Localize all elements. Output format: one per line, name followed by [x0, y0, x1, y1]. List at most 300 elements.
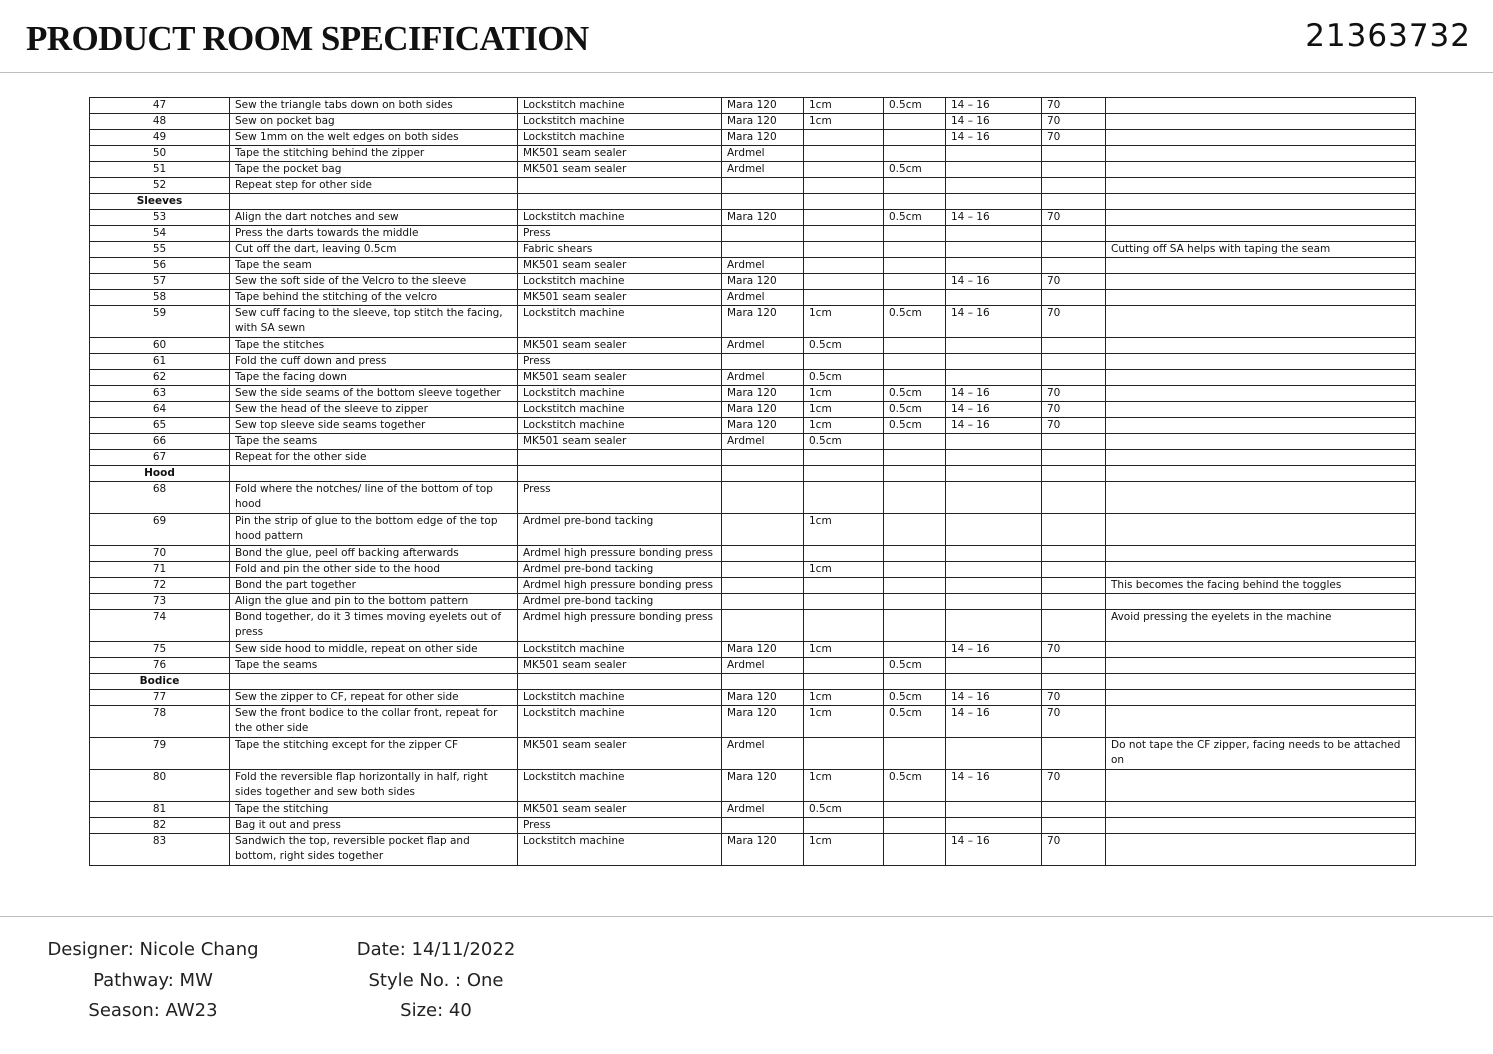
table-row	[90, 578, 1416, 594]
machine-cell: Press	[518, 226, 722, 242]
step-number-cell: 75	[90, 642, 230, 658]
stitch-width-cell	[884, 546, 946, 562]
machine-cell: MK501 seam sealer	[518, 738, 722, 770]
note-cell	[1106, 450, 1416, 466]
step-number-cell: 48	[90, 114, 230, 130]
section-label: Bodice	[90, 674, 230, 690]
seam-allowance-cell	[804, 210, 884, 226]
step-number-cell: 81	[90, 802, 230, 818]
size: Size: 40	[400, 1000, 472, 1021]
table-row	[90, 258, 1416, 274]
needle-size-cell: 14 – 16	[946, 834, 1042, 866]
thread-cell: Ardmel	[722, 146, 804, 162]
seam-allowance-cell	[804, 130, 884, 146]
operation-cell: Fold the cuff down and press	[230, 354, 518, 370]
seam-allowance-cell: 0.5cm	[804, 434, 884, 450]
stitch-count-cell: 70	[1042, 834, 1106, 866]
step-number-cell: 83	[90, 834, 230, 866]
thread-cell: Ardmel	[722, 258, 804, 274]
seam-allowance-cell: 1cm	[804, 514, 884, 546]
thread-cell: Ardmel	[722, 338, 804, 354]
stitch-width-cell	[884, 226, 946, 242]
stitch-count-cell	[1042, 546, 1106, 562]
empty-cell	[518, 674, 722, 690]
step-number-cell: 63	[90, 386, 230, 402]
seam-allowance-cell: 0.5cm	[804, 802, 884, 818]
document-number: 21363732	[1305, 18, 1471, 54]
section-row	[90, 466, 1416, 482]
step-number-cell: 72	[90, 578, 230, 594]
stitch-width-cell: 0.5cm	[884, 210, 946, 226]
needle-size-cell: 14 – 16	[946, 770, 1042, 802]
machine-cell: Lockstitch machine	[518, 418, 722, 434]
step-number-cell: 77	[90, 690, 230, 706]
needle-size-cell	[946, 258, 1042, 274]
stitch-count-cell	[1042, 370, 1106, 386]
note-cell	[1106, 834, 1416, 866]
step-number-cell: 58	[90, 290, 230, 306]
stitch-width-cell	[884, 802, 946, 818]
stitch-width-cell	[884, 146, 946, 162]
thread-cell: Mara 120	[722, 706, 804, 738]
machine-cell: Ardmel pre-bond tacking	[518, 514, 722, 546]
thread-cell	[722, 610, 804, 642]
stitch-count-cell: 70	[1042, 210, 1106, 226]
stitch-count-cell: 70	[1042, 130, 1106, 146]
note-cell	[1106, 226, 1416, 242]
step-number-cell: 71	[90, 562, 230, 578]
note-cell	[1106, 290, 1416, 306]
machine-cell: Lockstitch machine	[518, 114, 722, 130]
note-cell	[1106, 706, 1416, 738]
thread-cell: Mara 120	[722, 98, 804, 114]
note-cell: This becomes the facing behind the toggles	[1106, 578, 1416, 594]
stitch-count-cell	[1042, 738, 1106, 770]
seam-allowance-cell	[804, 146, 884, 162]
empty-cell	[722, 674, 804, 690]
note-cell	[1106, 514, 1416, 546]
table-row	[90, 642, 1416, 658]
seam-allowance-cell	[804, 594, 884, 610]
machine-cell: MK501 seam sealer	[518, 434, 722, 450]
machine-cell: Lockstitch machine	[518, 834, 722, 866]
stitch-width-cell	[884, 370, 946, 386]
operations-table-body	[90, 98, 1416, 866]
thread-cell	[722, 482, 804, 514]
step-number-cell: 65	[90, 418, 230, 434]
machine-cell: Lockstitch machine	[518, 386, 722, 402]
step-number-cell: 53	[90, 210, 230, 226]
operation-cell: Tape the facing down	[230, 370, 518, 386]
table-row	[90, 386, 1416, 402]
thread-cell	[722, 514, 804, 546]
operation-cell: Align the glue and pin to the bottom pattern	[230, 594, 518, 610]
stitch-width-cell	[884, 242, 946, 258]
note-cell: Cutting off SA helps with taping the seam	[1106, 242, 1416, 258]
needle-size-cell	[946, 562, 1042, 578]
needle-size-cell: 14 – 16	[946, 402, 1042, 418]
thread-cell: Ardmel	[722, 370, 804, 386]
needle-size-cell: 14 – 16	[946, 418, 1042, 434]
table-row	[90, 450, 1416, 466]
thread-cell: Mara 120	[722, 274, 804, 290]
needle-size-cell: 14 – 16	[946, 706, 1042, 738]
machine-cell: MK501 seam sealer	[518, 146, 722, 162]
machine-cell: Lockstitch machine	[518, 402, 722, 418]
stitch-width-cell	[884, 178, 946, 194]
operation-cell: Sew cuff facing to the sleeve, top stitch the facing, with SA sewn	[230, 306, 518, 338]
note-cell	[1106, 354, 1416, 370]
section-label: Sleeves	[90, 194, 230, 210]
machine-cell: Lockstitch machine	[518, 274, 722, 290]
table-row	[90, 354, 1416, 370]
note-cell	[1106, 274, 1416, 290]
table-row	[90, 402, 1416, 418]
stitch-count-cell	[1042, 514, 1106, 546]
needle-size-cell	[946, 370, 1042, 386]
step-number-cell: 76	[90, 658, 230, 674]
operation-cell: Press the darts towards the middle	[230, 226, 518, 242]
needle-size-cell: 14 – 16	[946, 210, 1042, 226]
operation-cell: Tape the stitching behind the zipper	[230, 146, 518, 162]
empty-cell	[722, 466, 804, 482]
seam-allowance-cell: 1cm	[804, 834, 884, 866]
thread-cell	[722, 546, 804, 562]
stitch-width-cell	[884, 594, 946, 610]
operation-cell: Align the dart notches and sew	[230, 210, 518, 226]
section-row	[90, 674, 1416, 690]
thread-cell: Ardmel	[722, 738, 804, 770]
stitch-count-cell: 70	[1042, 98, 1106, 114]
table-row	[90, 818, 1416, 834]
stitch-width-cell	[884, 610, 946, 642]
stitch-width-cell	[884, 642, 946, 658]
operation-cell: Repeat step for other side	[230, 178, 518, 194]
operation-cell: Fold the reversible flap horizontally in half, right sides together and sew both sides	[230, 770, 518, 802]
seam-allowance-cell	[804, 354, 884, 370]
seam-allowance-cell: 1cm	[804, 562, 884, 578]
operation-cell: Sandwich the top, reversible pocket flap and bottom, right sides together	[230, 834, 518, 866]
seam-allowance-cell	[804, 482, 884, 514]
step-number-cell: 70	[90, 546, 230, 562]
seam-allowance-cell: 1cm	[804, 98, 884, 114]
note-cell	[1106, 802, 1416, 818]
thread-cell: Ardmel	[722, 658, 804, 674]
operation-cell: Repeat for the other side	[230, 450, 518, 466]
page-title: PRODUCT ROOM SPECIFICATION	[26, 19, 589, 58]
stitch-count-cell	[1042, 290, 1106, 306]
table-row	[90, 178, 1416, 194]
seam-allowance-cell: 1cm	[804, 386, 884, 402]
table-row	[90, 338, 1416, 354]
stitch-count-cell	[1042, 258, 1106, 274]
section-label: Hood	[90, 466, 230, 482]
stitch-width-cell	[884, 258, 946, 274]
needle-size-cell: 14 – 16	[946, 386, 1042, 402]
stitch-count-cell	[1042, 162, 1106, 178]
empty-cell	[518, 194, 722, 210]
step-number-cell: 50	[90, 146, 230, 162]
table-row	[90, 130, 1416, 146]
machine-cell: Ardmel pre-bond tacking	[518, 562, 722, 578]
operation-cell: Bond together, do it 3 times moving eyelets out of press	[230, 610, 518, 642]
table-row	[90, 162, 1416, 178]
needle-size-cell	[946, 738, 1042, 770]
stitch-width-cell	[884, 738, 946, 770]
stitch-width-cell: 0.5cm	[884, 770, 946, 802]
date: Date: 14/11/2022	[356, 939, 516, 960]
stitch-count-cell	[1042, 226, 1106, 242]
table-row	[90, 594, 1416, 610]
machine-cell: MK501 seam sealer	[518, 658, 722, 674]
seam-allowance-cell	[804, 178, 884, 194]
stitch-width-cell	[884, 834, 946, 866]
empty-cell	[804, 674, 884, 690]
operation-cell: Tape the stitching	[230, 802, 518, 818]
thread-cell: Mara 120	[722, 402, 804, 418]
needle-size-cell	[946, 162, 1042, 178]
step-number-cell: 54	[90, 226, 230, 242]
step-number-cell: 47	[90, 98, 230, 114]
stitch-count-cell	[1042, 562, 1106, 578]
table-row	[90, 514, 1416, 546]
machine-cell: Press	[518, 354, 722, 370]
machine-cell: Press	[518, 818, 722, 834]
stitch-width-cell: 0.5cm	[884, 658, 946, 674]
operation-cell: Tape the seams	[230, 658, 518, 674]
needle-size-cell	[946, 178, 1042, 194]
table-row	[90, 434, 1416, 450]
seam-allowance-cell: 0.5cm	[804, 338, 884, 354]
table-row	[90, 690, 1416, 706]
empty-cell	[884, 466, 946, 482]
note-cell	[1106, 818, 1416, 834]
thread-cell: Ardmel	[722, 162, 804, 178]
operation-cell: Bag it out and press	[230, 818, 518, 834]
footer-style-info	[336, 935, 536, 1027]
stitch-width-cell: 0.5cm	[884, 706, 946, 738]
operation-cell: Sew the triangle tabs down on both sides	[230, 98, 518, 114]
empty-cell	[1106, 194, 1416, 210]
step-number-cell: 67	[90, 450, 230, 466]
table-row	[90, 482, 1416, 514]
table-row	[90, 770, 1416, 802]
thread-cell: Mara 120	[722, 130, 804, 146]
operation-cell: Sew the side seams of the bottom sleeve together	[230, 386, 518, 402]
seam-allowance-cell: 0.5cm	[804, 370, 884, 386]
thread-cell: Mara 120	[722, 834, 804, 866]
empty-cell	[946, 466, 1042, 482]
stitch-count-cell	[1042, 818, 1106, 834]
table-row	[90, 114, 1416, 130]
table-row	[90, 210, 1416, 226]
footer-designer-info	[28, 935, 278, 1027]
empty-cell	[804, 194, 884, 210]
section-row	[90, 194, 1416, 210]
stitch-width-cell	[884, 818, 946, 834]
needle-size-cell	[946, 658, 1042, 674]
needle-size-cell: 14 – 16	[946, 130, 1042, 146]
note-cell	[1106, 690, 1416, 706]
thread-cell: Mara 120	[722, 306, 804, 338]
needle-size-cell: 14 – 16	[946, 114, 1042, 130]
thread-cell	[722, 178, 804, 194]
needle-size-cell	[946, 434, 1042, 450]
stitch-width-cell: 0.5cm	[884, 162, 946, 178]
needle-size-cell	[946, 514, 1042, 546]
operation-cell: Sew the front bodice to the collar front, repeat for the other side	[230, 706, 518, 738]
table-row	[90, 610, 1416, 642]
note-cell	[1106, 658, 1416, 674]
operation-cell: Pin the strip of glue to the bottom edge of the top hood pattern	[230, 514, 518, 546]
stitch-width-cell	[884, 338, 946, 354]
table-row	[90, 290, 1416, 306]
operation-cell: Tape the pocket bag	[230, 162, 518, 178]
note-cell	[1106, 162, 1416, 178]
step-number-cell: 79	[90, 738, 230, 770]
needle-size-cell	[946, 546, 1042, 562]
step-number-cell: 55	[90, 242, 230, 258]
thread-cell	[722, 450, 804, 466]
empty-cell	[1042, 194, 1106, 210]
note-cell	[1106, 482, 1416, 514]
needle-size-cell	[946, 242, 1042, 258]
stitch-count-cell: 70	[1042, 306, 1106, 338]
stitch-count-cell	[1042, 578, 1106, 594]
seam-allowance-cell: 1cm	[804, 642, 884, 658]
machine-cell: Lockstitch machine	[518, 210, 722, 226]
stitch-count-cell	[1042, 146, 1106, 162]
thread-cell	[722, 594, 804, 610]
needle-size-cell	[946, 594, 1042, 610]
stitch-count-cell: 70	[1042, 402, 1106, 418]
note-cell	[1106, 258, 1416, 274]
stitch-count-cell	[1042, 242, 1106, 258]
stitch-count-cell: 70	[1042, 114, 1106, 130]
empty-cell	[1042, 674, 1106, 690]
stitch-width-cell	[884, 130, 946, 146]
stitch-width-cell: 0.5cm	[884, 690, 946, 706]
machine-cell: Ardmel high pressure bonding press	[518, 610, 722, 642]
stitch-width-cell	[884, 450, 946, 466]
machine-cell: Ardmel high pressure bonding press	[518, 578, 722, 594]
step-number-cell: 49	[90, 130, 230, 146]
stitch-width-cell	[884, 482, 946, 514]
step-number-cell: 60	[90, 338, 230, 354]
note-cell	[1106, 370, 1416, 386]
empty-cell	[230, 194, 518, 210]
operation-cell: Sew the zipper to CF, repeat for other side	[230, 690, 518, 706]
thread-cell: Ardmel	[722, 434, 804, 450]
operation-cell: Bond the part together	[230, 578, 518, 594]
table-row	[90, 802, 1416, 818]
table-row	[90, 834, 1416, 866]
needle-size-cell	[946, 450, 1042, 466]
thread-cell: Ardmel	[722, 802, 804, 818]
stitch-width-cell: 0.5cm	[884, 306, 946, 338]
note-cell: Avoid pressing the eyelets in the machine	[1106, 610, 1416, 642]
seam-allowance-cell: 1cm	[804, 306, 884, 338]
step-number-cell: 73	[90, 594, 230, 610]
operation-cell: Sew top sleeve side seams together	[230, 418, 518, 434]
note-cell	[1106, 546, 1416, 562]
stitch-width-cell: 0.5cm	[884, 418, 946, 434]
empty-cell	[1042, 466, 1106, 482]
seam-allowance-cell	[804, 242, 884, 258]
needle-size-cell	[946, 818, 1042, 834]
stitch-count-cell	[1042, 594, 1106, 610]
thread-cell	[722, 226, 804, 242]
seam-allowance-cell	[804, 578, 884, 594]
operation-cell: Fold where the notches/ line of the bottom of top hood	[230, 482, 518, 514]
thread-cell: Mara 120	[722, 386, 804, 402]
step-number-cell: 62	[90, 370, 230, 386]
empty-cell	[804, 466, 884, 482]
stitch-count-cell: 70	[1042, 418, 1106, 434]
machine-cell: Lockstitch machine	[518, 690, 722, 706]
stitch-count-cell	[1042, 354, 1106, 370]
needle-size-cell	[946, 578, 1042, 594]
stitch-width-cell	[884, 514, 946, 546]
table-row	[90, 146, 1416, 162]
stitch-count-cell	[1042, 802, 1106, 818]
machine-cell: Lockstitch machine	[518, 770, 722, 802]
machine-cell: Lockstitch machine	[518, 642, 722, 658]
empty-cell	[884, 674, 946, 690]
needle-size-cell	[946, 802, 1042, 818]
needle-size-cell	[946, 146, 1042, 162]
note-cell	[1106, 642, 1416, 658]
operation-cell: Sew the soft side of the Velcro to the sleeve	[230, 274, 518, 290]
stitch-count-cell	[1042, 178, 1106, 194]
stitch-count-cell	[1042, 658, 1106, 674]
page-header	[0, 0, 1493, 73]
table-row	[90, 418, 1416, 434]
stitch-count-cell: 70	[1042, 642, 1106, 658]
machine-cell: MK501 seam sealer	[518, 258, 722, 274]
note-cell	[1106, 146, 1416, 162]
seam-allowance-cell: 1cm	[804, 402, 884, 418]
note-cell	[1106, 130, 1416, 146]
seam-allowance-cell: 1cm	[804, 706, 884, 738]
machine-cell: Ardmel high pressure bonding press	[518, 546, 722, 562]
seam-allowance-cell	[804, 818, 884, 834]
machine-cell: Lockstitch machine	[518, 306, 722, 338]
note-cell	[1106, 386, 1416, 402]
step-number-cell: 78	[90, 706, 230, 738]
seam-allowance-cell	[804, 610, 884, 642]
table-row	[90, 98, 1416, 114]
thread-cell: Mara 120	[722, 690, 804, 706]
table-row	[90, 274, 1416, 290]
stitch-count-cell: 70	[1042, 274, 1106, 290]
step-number-cell: 80	[90, 770, 230, 802]
step-number-cell: 69	[90, 514, 230, 546]
seam-allowance-cell: 1cm	[804, 114, 884, 130]
table-row	[90, 562, 1416, 578]
operation-cell: Tape the seams	[230, 434, 518, 450]
operation-cell: Sew side hood to middle, repeat on other side	[230, 642, 518, 658]
thread-cell: Mara 120	[722, 642, 804, 658]
table-row	[90, 226, 1416, 242]
stitch-count-cell: 70	[1042, 690, 1106, 706]
thread-cell: Ardmel	[722, 290, 804, 306]
seam-allowance-cell: 1cm	[804, 690, 884, 706]
note-cell: Do not tape the CF zipper, facing needs to be attached on	[1106, 738, 1416, 770]
operation-cell: Sew 1mm on the welt edges on both sides	[230, 130, 518, 146]
needle-size-cell: 14 – 16	[946, 690, 1042, 706]
table-row	[90, 306, 1416, 338]
